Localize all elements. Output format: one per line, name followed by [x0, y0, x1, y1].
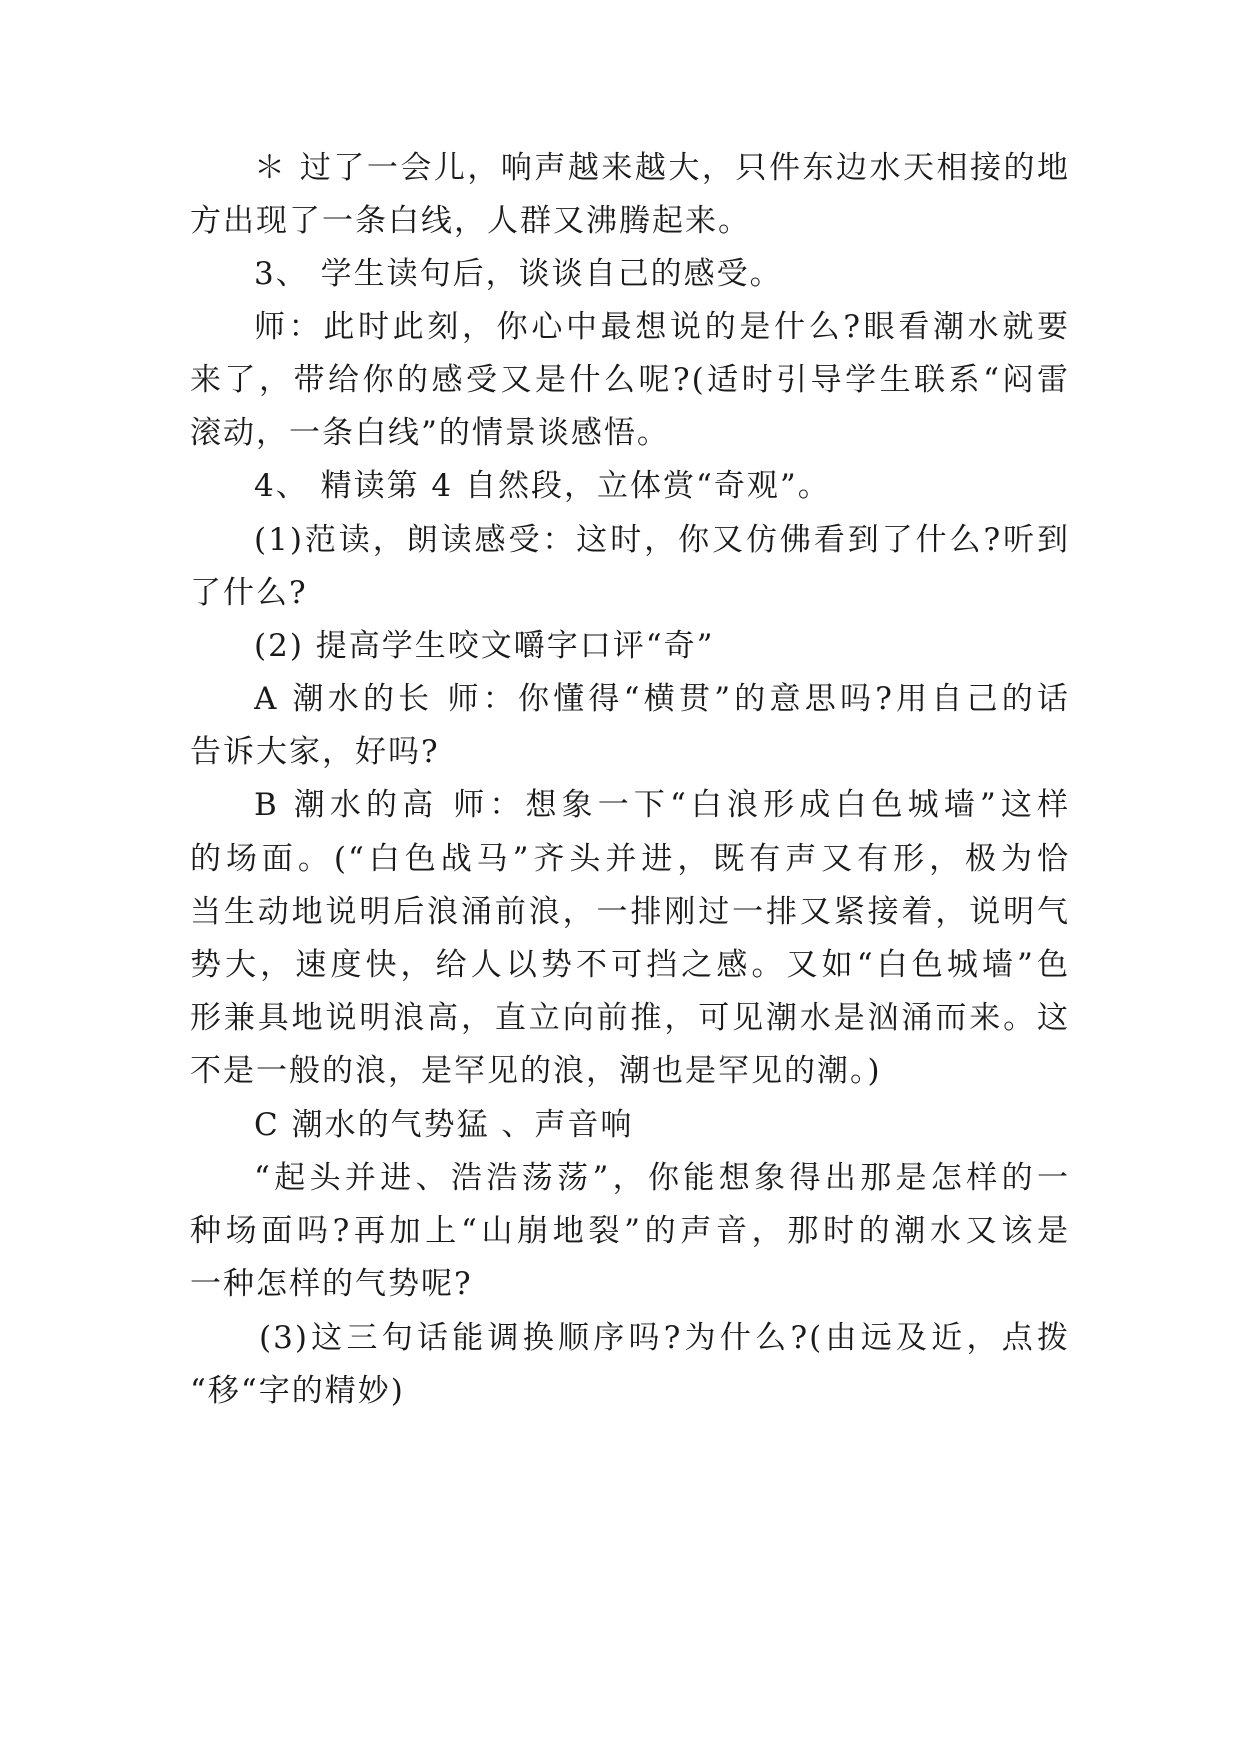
text-line: A 潮水的长 师：你懂得“横贯”的意思吗?用自己的话	[254, 681, 1070, 717]
text-line: ＊ 过了一会儿，响声越来越大，只件东边水天相接的地	[254, 150, 1070, 186]
text-line: 来了，带给你的感受又是什么呢?(适时引导学生联系“闷雷	[190, 362, 1070, 398]
text-line: 了什么?	[190, 575, 308, 611]
text-line: 形兼具地说明浪高，直立向前推，可见潮水是汹涌而来。这	[190, 1000, 1070, 1036]
text-line: 告诉大家，好吗?	[190, 734, 440, 770]
text-line: 3、 学生读句后，谈谈自己的感受。	[254, 256, 783, 292]
text-line: 一种怎样的气势呢?	[190, 1266, 473, 1302]
text-line: 势大，速度快，给人以势不可挡之感。又如“白色城墙”色	[190, 947, 1070, 983]
text-line: 不是一般的浪，是罕见的浪，潮也是罕见的潮。)	[190, 1053, 882, 1089]
text-line: 师：此时此刻，你心中最想说的是什么?眼看潮水就要	[254, 309, 1070, 345]
text-line: “起头并进、浩浩荡荡”，你能想象得出那是怎样的一	[254, 1160, 1070, 1196]
text-line: 种场面吗?再加上“山崩地裂”的声音，那时的潮水又该是	[190, 1213, 1070, 1249]
text-line: “移“字的精妙)	[190, 1373, 405, 1409]
text-line: 当生动地说明后浪涌前浪，一排刚过一排又紧接着，说明气	[190, 894, 1070, 930]
text-line: 4、 精读第 4 自然段，立体赏“奇观”。	[254, 468, 831, 504]
text-line: C 潮水的气势猛 、声音响	[254, 1107, 634, 1143]
text-line: (2) 提高学生咬文嚼字口评“奇”	[254, 628, 715, 664]
text-line: 滚动，一条白线”的情景谈感悟。	[190, 415, 670, 451]
text-line: B 潮水的高 师：想象一下“白浪形成白色城墙”这样	[254, 787, 1070, 823]
text-line: (1)范读，朗读感受：这时，你又仿佛看到了什么?听到	[254, 522, 1070, 558]
text-line: (3)这三句话能调换顺序吗?为什么?(由远及近，点拨	[259, 1320, 1070, 1356]
text-line: 方出现了一条白线，人群又沸腾起来。	[190, 203, 751, 239]
text-line: 的场面。(“白色战马”齐头并进，既有声又有形，极为恰	[190, 841, 1070, 877]
